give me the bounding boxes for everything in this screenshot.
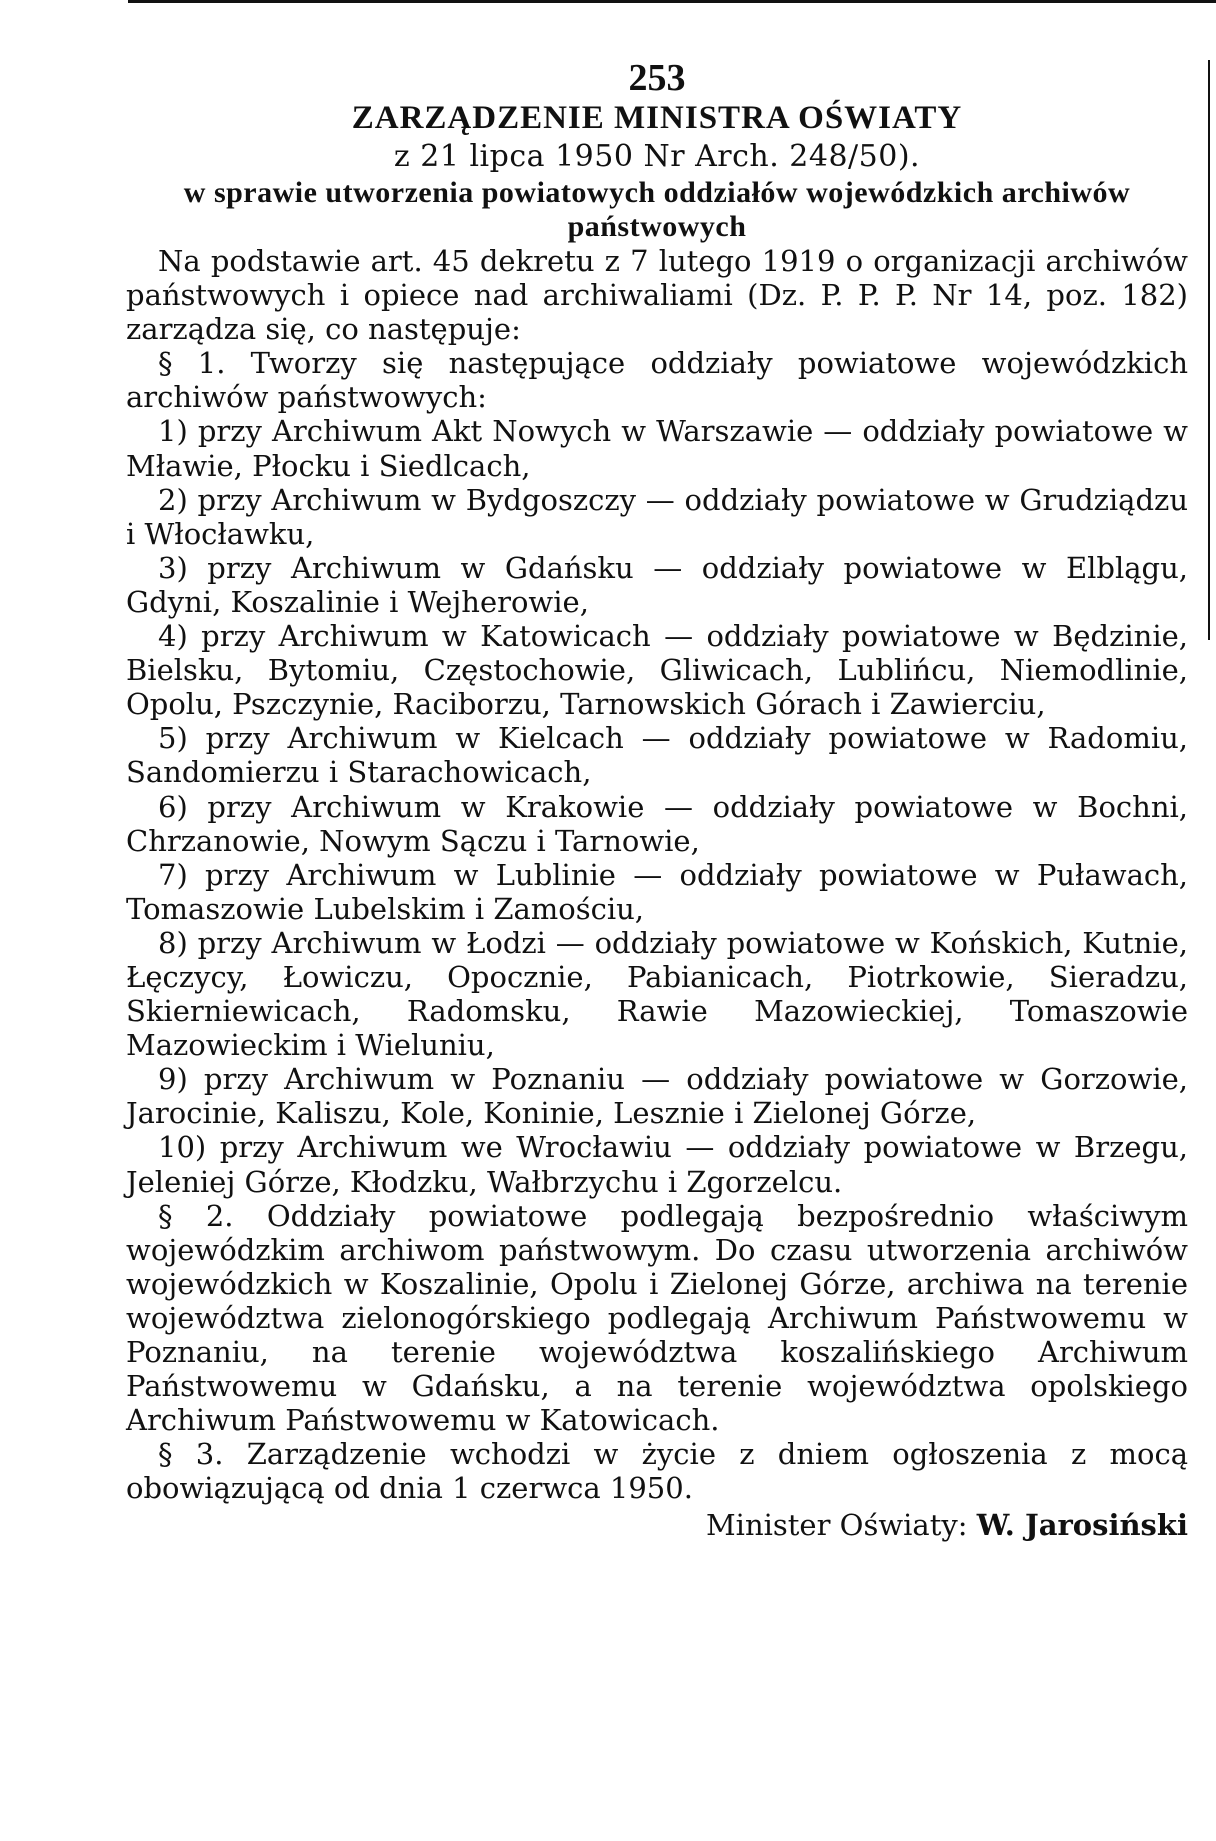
document-number: 253	[628, 57, 686, 99]
intro-paragraph: Na podstawie art. 45 dekretu z 7 lutego 1919 o organizacji archiwów państwowych i opiece nad archiwaliami (Dz. P. P. P. Nr 14, poz. 182) zarządza się, co następuje:	[126, 244, 1188, 347]
list-item: 2) przy Archiwum w Bydgoszczy — oddziały powiatowe w Grudziądzu i Włocławku,	[126, 482, 1188, 551]
list-item: 6) przy Archiwum w Krakowie — oddziały powiatowe w Bochni, Chrzanowie, Nowym Sączu i Tarnowie,	[126, 789, 1188, 858]
list-item: 8) przy Archiwum w Łodzi — oddziały powiatowe w Końskich, Kutnie, Łęczycy, Łowiczu, Opocznie, Pabianicach, Piotrkowie, Sieradzu, Skierniewicach, Radomsku, Rawie Mazowieckiej, Tomaszowie Mazowieckim i Wieluniu,	[126, 925, 1188, 1063]
list-item: 10) przy Archiwum we Wrocławiu — oddziały powiatowe w Brzegu, Jeleniej Górze, Kłodzku, Wałbrzychu i Zgorzelcu.	[126, 1130, 1188, 1199]
signature-name: W. Jarosiński	[976, 1508, 1188, 1543]
section-2: § 2. Oddziały powiatowe podlegają bezpośrednio właściwym wojewódzkim archiwom państwowym. Do czasu utworzenia archiwów wojewódzkich w Koszalinie, Opolu i Zielonej Górze, archiwa na terenie województwa zielonogórskiego podlegają Archiwum Państwowemu w Poznaniu, na terenie województwa koszalińskiego Archiwum Państwowemu w Gdańsku, a na terenie województwa opolskiego Archiwum Państwowemu w Katowicach.	[126, 1198, 1188, 1438]
list-item: 9) przy Archiwum w Poznaniu — oddziały powiatowe w Gorzowie, Jarocinie, Kaliszu, Kole, Koninie, Lesznie i Zielonej Górze,	[126, 1062, 1188, 1131]
document-title: ZARZĄDZENIE MINISTRA OŚWIATY	[351, 100, 963, 136]
section-3: § 3. Zarządzenie wchodzi w życie z dniem ogłoszenia z mocą obowiązującą od dnia 1 czerwca 1950.	[126, 1437, 1188, 1506]
section-1: § 1. Tworzy się następujące oddziały powiatowe wojewódzkich archiwów państwowych:	[126, 346, 1188, 415]
list-item: 5) przy Archiwum w Kielcach — oddziały powiatowe w Radomiu, Sandomierzu i Starachowicach,	[126, 721, 1188, 790]
right-margin-rule	[1208, 60, 1210, 640]
document-subject: w sprawie utworzenia powiatowych oddziałów wojewódzkich archiwów państwowych	[183, 176, 1131, 243]
list-item: 4) przy Archiwum w Katowicach — oddziały powiatowe w Będzinie, Bielsku, Bytomiu, Częstochowie, Gliwicach, Lublińcu, Niemodlinie, Opolu, Pszczynie, Raciborzu, Tarnowskich Górach i Zawierciu,	[126, 619, 1188, 722]
document-page	[126, 58, 1188, 1545]
signature	[126, 1505, 1188, 1545]
document-body	[126, 244, 1188, 1505]
list-item: 3) przy Archiwum w Gdańsku — oddziały powiatowe w Elblągu, Gdyni, Koszalinie i Wejherowie,	[126, 550, 1188, 619]
top-rule	[128, 0, 1216, 3]
list-item: 7) przy Archiwum w Lublinie — oddziały powiatowe w Puławach, Tomaszowie Lubelskim i Zamościu,	[126, 857, 1188, 926]
list-item: 1) przy Archiwum Akt Nowych w Warszawie — oddziały powiatowe w Mławie, Płocku i Siedlcach,	[126, 414, 1188, 483]
document-date: z 21 lipca 1950 Nr Arch. 248/50).	[393, 139, 921, 174]
signature-role: Minister Oświaty:	[705, 1508, 968, 1543]
